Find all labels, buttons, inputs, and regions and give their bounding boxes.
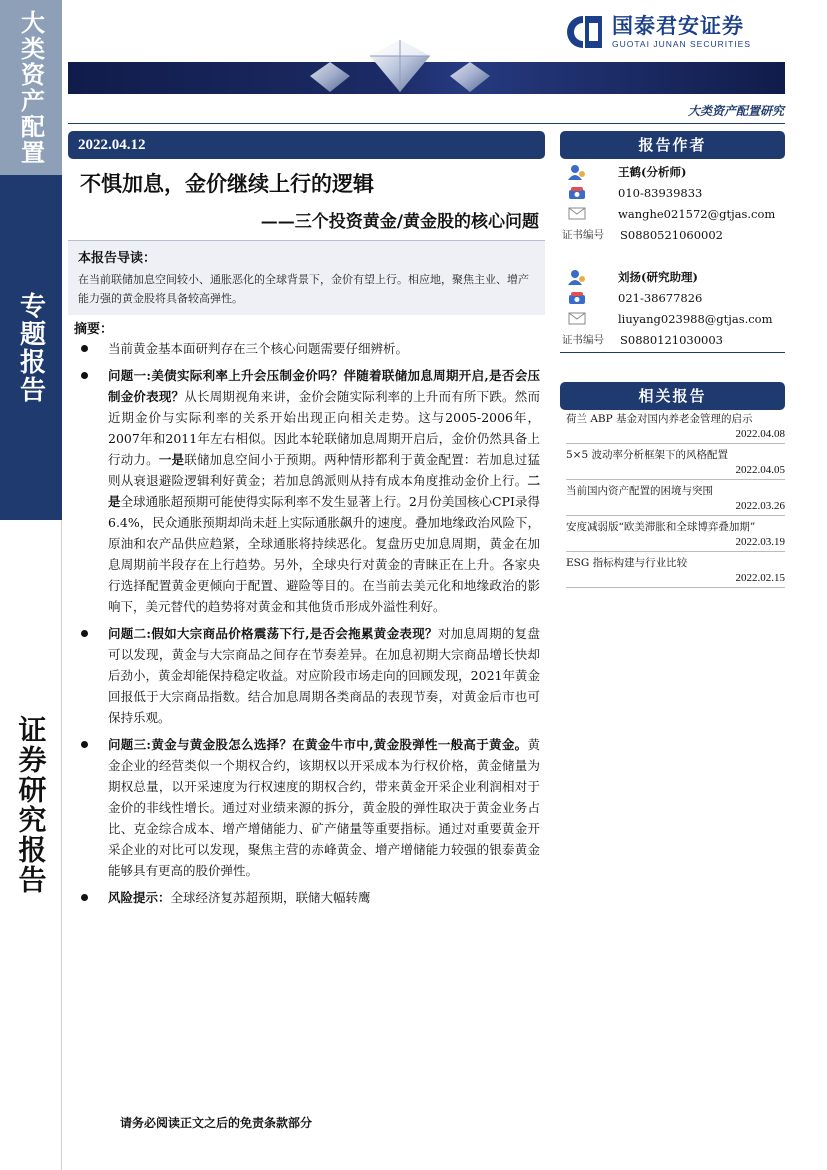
abstract-item: 问题三:黄金与黄金股怎么选择？在黄金牛市中,黄金股弹性一般高于黄金。黄金企业的经营类似一个期权合约，该期权以开采成本为行权价格，黄金储量为期权总量，以开采速度为行权速度的期权合约，带来黄金开采企业利润相对于金价的非线性增长。通过对业绩来源的拆分，黄金股的弹性取决于黄金业务占比、克金综合成本、增产增储能力、矿产储量等重要指标。通过对重要黄金开采企业的对比可以发现，聚焦主营的赤峰黄金、增产增储能力较强的银泰黄金能够具有更高的股价弹性。: [78, 734, 540, 881]
related-reports-list: [566, 408, 785, 588]
related-report-item[interactable]: [566, 516, 785, 552]
bullet-icon: [81, 372, 88, 379]
bullet-icon: [81, 345, 88, 352]
related-report-item[interactable]: [566, 480, 785, 516]
email-icon: [560, 312, 604, 325]
logo-mark-icon: [562, 14, 604, 50]
related-report-title: 荷兰 ABP 基金对国内养老金管理的启示: [566, 413, 753, 425]
related-report-item[interactable]: [566, 444, 785, 480]
sidebar-firm-type: 证券研究报告: [14, 715, 48, 895]
author-card: [560, 161, 785, 245]
abstract-list: [78, 338, 540, 914]
authors-heading: 报告作者: [560, 131, 785, 159]
abstract-item: 风险提示：全球经济复苏超预期，联储大幅转鹰: [78, 887, 540, 908]
bullet-icon: [81, 741, 88, 748]
guide-heading: 本报告导读：: [78, 251, 157, 266]
related-report-date: 2022.02.15: [735, 572, 785, 584]
related-report-title: 当前国内资产配置的困境与突围: [566, 485, 713, 497]
bullet-icon: [81, 630, 88, 637]
related-report-date: 2022.03.19: [735, 536, 785, 548]
authors-divider: [560, 352, 785, 353]
related-report-item[interactable]: [566, 552, 785, 588]
related-report-date: 2022.04.08: [735, 428, 785, 440]
related-heading: 相关报告: [560, 382, 785, 410]
related-report-date: 2022.03.26: [735, 500, 785, 512]
left-sidebar: [0, 0, 62, 1170]
header-divider: [68, 123, 785, 124]
sidebar-category: 大类资产配置: [16, 9, 46, 166]
cert-label: 证书编号: [562, 229, 604, 241]
author-name: 王鹤(分析师): [618, 164, 687, 179]
author-phone: 010-83939833: [618, 185, 703, 200]
author-cert: S0880121030003: [620, 332, 723, 347]
author-card: [560, 266, 785, 353]
abstract-item: 问题一:美债实际利率上升会压制金价吗？伴随着联储加息周期开启,是否会压制金价表现？从长周期视角来讲，金价会随实际利率的上升而有所下跌。然而近期金价与实际利率的关系开始出现正向相关走势。这与2005-2006年，2007年和2011年左右相似。因此本轮联储加息周期开启后，金价仍然具备上行动力。一是联储加息空间小于预期。两种情形都利于黄金配置：若加息过猛则从衰退避险逻辑利好黄金；若加息鸽派则从持有成本角度推动金价上行。二是全球通胀超预期可能使得实际利率不发生显著上行。2月份美国核心CPI录得6.4%，民众通胀预期却尚未赶上实际通胀飙升的速度。叠加地缘政治风险下，原油和农产品供应趋紧，全球通胀将持续恶化。复盘历史加息周期，黄金在加息周期前半段存在上行趋势。另外，全球央行对黄金的青睐正在上升。各家央行选择配置黄金更倾向于配置、避险等目的。在当前去美元化和地缘政治的影响下，美元替代的趋势将对黄金和其他货币形成外溢性利好。: [78, 365, 540, 617]
sidebar-category-block: [0, 0, 62, 175]
sidebar-report-type: 专题报告: [15, 291, 46, 404]
phone-icon: [560, 186, 604, 200]
diamonds-image: [290, 36, 510, 94]
abstract-item: 问题二:假如大宗商品价格震荡下行,是否会拖累黄金表现？对加息周期的复盘可以发现，黄金与大宗商品之间存在节奏差异。在加息初期大宗商品增长快却后劲小，黄金却能保持稳定收益。对应阶段市场走向的回顾发现，2021年黄金回报低于大宗商品指数。结合加息周期各类商品的表现节奏，对黄金后市也可保持乐观。: [78, 623, 540, 728]
sidebar-firm-type-block: [0, 520, 62, 1170]
author-email[interactable]: liuyang023988@gtjas.com: [618, 311, 773, 326]
report-subtitle: ——三个投资黄金/黄金股的核心问题: [260, 212, 539, 232]
related-report-title: 安度减弱版“欧美滞胀和全球博弈叠加期”: [566, 521, 756, 533]
author-name: 刘扬(研究助理): [618, 269, 698, 284]
author-phone: 021-38677826: [618, 290, 703, 305]
related-report-title: 5×5 波动率分析框架下的风格配置: [566, 449, 728, 461]
report-date: 2022.04.12: [78, 137, 146, 153]
cert-label: 证书编号: [562, 334, 604, 346]
author-cert: S0880521060002: [620, 227, 723, 242]
abstract-heading: 摘要：: [74, 322, 114, 337]
logo-text-en: GUOTAI JUNAN SECURITIES: [612, 39, 752, 49]
related-report-title: ESG 指标构建与行业比较: [566, 557, 688, 569]
disclaimer-footer: 请务必阅读正文之后的免责条款部分: [120, 1116, 313, 1130]
logo-text-cn: 国泰君安证券: [612, 14, 744, 38]
abstract-item: 当前黄金基本面研判存在三个核心问题需要仔细辨析。: [78, 338, 540, 359]
related-report-item[interactable]: [566, 408, 785, 444]
report-category: 大类资产配置研究: [687, 104, 784, 118]
sidebar-report-type-block: [0, 175, 62, 520]
email-icon: [560, 207, 604, 220]
bullet-icon: [81, 894, 88, 901]
author-email[interactable]: wanghe021572@gtjas.com: [618, 206, 776, 221]
report-guide: [68, 240, 545, 315]
person-icon: [560, 164, 604, 180]
phone-icon: [560, 291, 604, 305]
related-report-date: 2022.04.05: [735, 464, 785, 476]
company-logo: [562, 12, 784, 52]
person-icon: [560, 269, 604, 285]
report-title: 不惧加息，金价继续上行的逻辑: [80, 171, 374, 196]
guide-text: 在当前联储加息空间较小、通胀恶化的全球背景下，金价有望上行。相应地，聚焦主业、增产能力强的黄金股将具备较高弹性。: [78, 273, 529, 305]
date-bar: [68, 131, 545, 159]
